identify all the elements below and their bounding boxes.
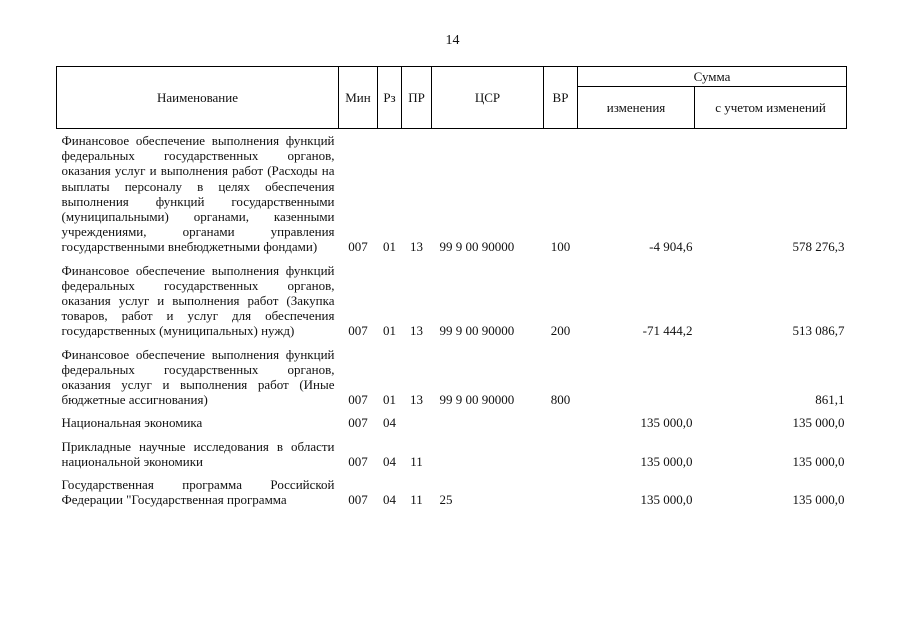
row-change [578, 339, 695, 408]
row-change: 135 000,0 [640, 415, 693, 431]
row-with-change: 135 000,0 [792, 453, 845, 469]
row-pr: 13 [410, 239, 423, 255]
header-name: Наименование [57, 67, 339, 129]
row-pr [402, 407, 432, 430]
row-change: 135 000,0 [640, 453, 693, 469]
row-name: Финансовое обеспечение выполнения функций федеральных государственных органов, оказания услуг и выполнения работ (Иные бюджетные ассигнования) [61, 346, 335, 408]
budget-table [56, 66, 847, 507]
row-change: 135 000,0 [640, 492, 693, 508]
row-vr [544, 469, 578, 507]
header-with-change: с учетом изменений [695, 87, 847, 129]
row-min: 007 [348, 239, 368, 255]
table-row [57, 407, 847, 430]
row-min: 007 [348, 492, 368, 508]
row-name: Финансовое обеспечение выполнения функций федеральных государственных органов, оказания услуг и выполнения работ (Расходы на выплаты персоналу в целях обеспечения выполнения функций государственными (муниципальными) органами, казенными учреждениями, органами управления государственными внебюджетными фондами) [61, 133, 335, 255]
table-row [57, 431, 847, 469]
row-vr [544, 407, 578, 430]
row-pr: 11 [410, 492, 423, 508]
row-change: -71 444,2 [642, 323, 693, 339]
header-pr: ПР [402, 67, 432, 129]
header-sum: Сумма [578, 67, 847, 87]
row-change: -4 904,6 [649, 239, 693, 255]
row-rz: 01 [383, 323, 396, 339]
page-number: 14 [445, 33, 460, 48]
row-vr: 200 [550, 323, 571, 339]
row-min: 007 [348, 392, 368, 408]
header-rz: Рз [378, 67, 402, 129]
row-with-change: 135 000,0 [792, 415, 845, 431]
row-rz: 01 [383, 392, 396, 408]
row-rz: 01 [383, 239, 396, 255]
row-min: 007 [348, 453, 368, 469]
row-with-change: 135 000,0 [792, 492, 845, 508]
row-rz: 04 [383, 492, 396, 508]
row-name: Государственная программа Российской Федерации "Государственная программа [61, 477, 335, 508]
table-row [57, 469, 847, 507]
row-vr: 800 [550, 392, 571, 408]
row-with-change: 513 086,7 [792, 323, 845, 339]
row-name: Финансовое обеспечение выполнения функций федеральных государственных органов, оказания услуг и выполнения работ (Закупка товаров, работ и услуг для обеспечения государственных (муниципальных) нужд) [61, 262, 335, 339]
row-csr [432, 407, 544, 430]
table-row [57, 129, 847, 255]
header-csr: ЦСР [432, 67, 544, 129]
row-csr: 99 9 00 90000 [439, 239, 515, 255]
header-vr: ВР [544, 67, 578, 129]
row-csr [432, 431, 544, 469]
table-row [57, 255, 847, 339]
row-pr: 11 [410, 453, 423, 469]
row-with-change: 861,1 [815, 392, 845, 408]
row-csr: 25 [439, 492, 453, 508]
row-min: 007 [348, 415, 368, 431]
row-csr: 99 9 00 90000 [439, 323, 515, 339]
row-name: Прикладные научные исследования в области национальной экономики [61, 438, 335, 469]
row-min: 007 [348, 323, 368, 339]
table-row [57, 339, 847, 408]
row-vr [544, 431, 578, 469]
row-csr: 99 9 00 90000 [439, 392, 515, 408]
row-name: Национальная экономика [61, 415, 203, 431]
header-min: Мин [339, 67, 378, 129]
row-pr: 13 [410, 323, 423, 339]
row-rz: 04 [383, 415, 396, 431]
row-pr: 13 [410, 392, 423, 408]
row-rz: 04 [383, 453, 396, 469]
header-change: изменения [578, 87, 695, 129]
row-with-change: 578 276,3 [792, 239, 845, 255]
row-vr: 100 [550, 239, 571, 255]
